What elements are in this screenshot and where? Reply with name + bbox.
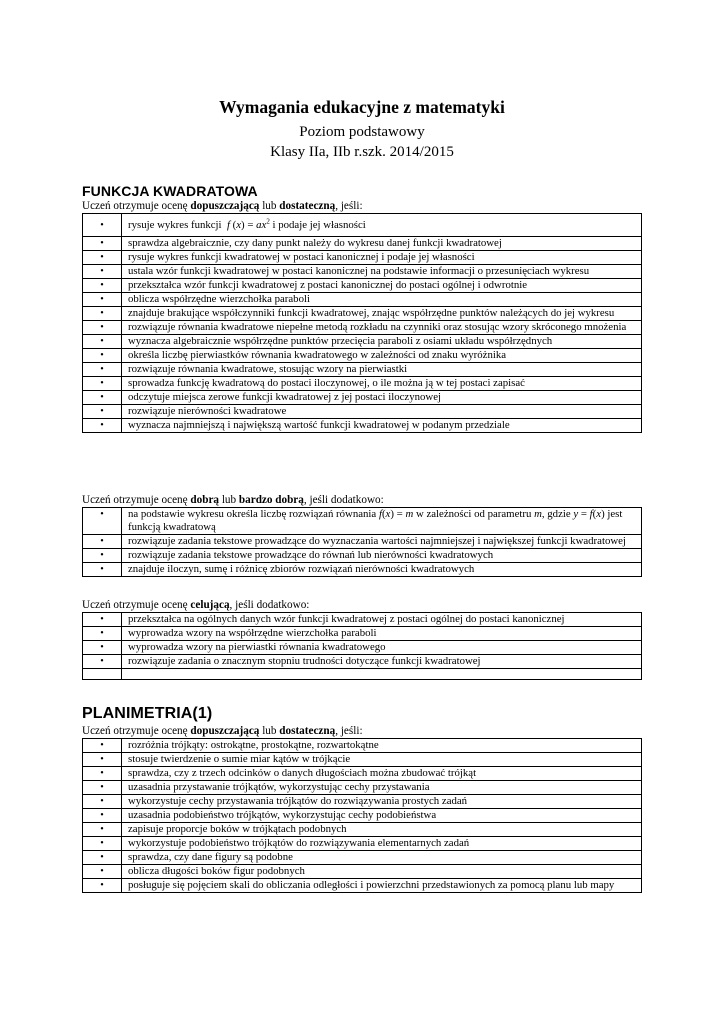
- list-item: uzasadnia przystawanie trójkątów, wykorzystując cechy przystawania: [122, 781, 642, 795]
- list-item: odczytuje miejsca zerowe funkcji kwadratowej z jej postaci iloczynowej: [122, 391, 642, 405]
- requirements-table: [82, 507, 642, 577]
- list-item: rysuje wykres funkcji f $(x) = ax^2$ i podaje jej własności: [122, 214, 642, 237]
- list-item: wyprowadza wzory na współrzędne wierzchołka paraboli: [122, 627, 642, 641]
- table-row: [83, 214, 642, 237]
- list-item: wykorzystuje cechy przystawania trójkątów do rozwiązywania prostych zadań: [122, 795, 642, 809]
- group-1-3: [82, 599, 642, 680]
- table-row: • przekształca na ogólnych danych wzór funkcji kwadratowej z postaci ogólnej do postaci kanonicznej: [83, 613, 642, 627]
- list-item: sprawdza algebraicznie, czy dany punkt należy do wykresu danej funkcji kwadratowej: [122, 237, 642, 251]
- table-row: • rozwiązuje nierówności kwadratowe: [83, 405, 642, 419]
- list-item: wyznacza najmniejszą i największą wartość funkcji kwadratowej w podanym przedziale: [122, 419, 642, 433]
- list-item: ustala wzór funkcji kwadratowej w postaci kanonicznej na podstawie informacji o przesunięciach wykresu: [122, 265, 642, 279]
- table-row: • wyprowadza wzory na pierwiastki równania kwadratowego: [83, 641, 642, 655]
- list-item: przekształca wzór funkcji kwadratowej z postaci kanonicznej do postaci ogólnej i odwrotnie: [122, 279, 642, 293]
- table-row: • uzasadnia podobieństwo trójkątów, wykorzystując cechy podobieństwa: [83, 809, 642, 823]
- table-row: • wyznacza najmniejszą i największą wartość funkcji kwadratowej w podanym przedziale: [83, 419, 642, 433]
- list-item: znajduje iloczyn, sumę i różnicę zbiorów rozwiązań nierówności kwadratowych: [122, 563, 642, 577]
- table-row: • sprowadza funkcję kwadratową do postaci iloczynowej, o ile można ją w tej postaci zapisać: [83, 377, 642, 391]
- table-row: • określa liczbę pierwiastków równania kwadratowego w zależności od znaku wyróżnika: [83, 349, 642, 363]
- list-item: stosuje twierdzenie o sumie miar kątów w trójkącie: [122, 753, 642, 767]
- table-row: • wyprowadza wzory na współrzędne wierzchołka paraboli: [83, 627, 642, 641]
- table-row: • oblicza współrzędne wierzchołka paraboli: [83, 293, 642, 307]
- requirements-table: [82, 213, 642, 433]
- table-row: • rozwiązuje zadania tekstowe prowadzące do równań lub nierówności kwadratowych: [83, 549, 642, 563]
- group-1-1: [82, 200, 642, 433]
- table-row: • znajduje iloczyn, sumę i różnicę zbiorów rozwiązań nierówności kwadratowych: [83, 563, 642, 577]
- list-item: na podstawie wykresu określa liczbę rozwiązań równania f(x) = m w zależności od parametru m, gdzie y = f(x) jest funkcją kwadratową: [122, 508, 642, 535]
- list-item: przekształca na ogólnych danych wzór funkcji kwadratowej z postaci ogólnej do postaci kanonicznej: [122, 613, 642, 627]
- table-row: • rysuje wykres funkcji kwadratowej w postaci kanonicznej i podaje jej własności: [83, 251, 642, 265]
- group-intro: Uczeń otrzymuje ocenę dopuszczającą lub dostateczną, jeśli:: [82, 725, 363, 737]
- table-row: • wyznacza algebraicznie współrzędne punktów przecięcia paraboli z osiami układu współrzędnych: [83, 335, 642, 349]
- table-row: • odczytuje miejsca zerowe funkcji kwadratowej z jej postaci iloczynowej: [83, 391, 642, 405]
- list-item: sprowadza funkcję kwadratową do postaci iloczynowej, o ile można ją w tej postaci zapisać: [122, 377, 642, 391]
- table-row: • rozróżnia trójkąty: ostrokątne, prostokątne, rozwartokątne: [83, 739, 642, 753]
- list-item: wykorzystuje podobieństwo trójkątów do rozwiązywania elementarnych zadań: [122, 837, 642, 851]
- group-2-1: [82, 725, 642, 893]
- group-intro: Uczeń otrzymuje ocenę dobrą lub bardzo dobrą, jeśli dodatkowo:: [82, 494, 384, 506]
- table-row: • sprawdza, czy z trzech odcinków o danych długościach można zbudować trójkąt: [83, 767, 642, 781]
- group-1-2: [82, 494, 642, 577]
- list-item: rozwiązuje równania kwadratowe niepełne metodą rozkładu na czynniki oraz stosując wzory skróconego mnożenia: [122, 321, 642, 335]
- table-row: • znajduje brakujące współczynniki funkcji kwadratowej, znając współrzędne punktów należących do jej wykresu: [83, 307, 642, 321]
- table-row: • rozwiązuje równania kwadratowe niepełne metodą rozkładu na czynniki oraz stosując wzory skróconego mnożenia: [83, 321, 642, 335]
- list-item: rozwiązuje zadania o znacznym stopniu trudności dotyczące funkcji kwadratowej: [122, 655, 642, 669]
- bullet: •: [83, 214, 122, 237]
- table-row: • ustala wzór funkcji kwadratowej w postaci kanonicznej na podstawie informacji o przesunięciach wykresu: [83, 265, 642, 279]
- list-item: oblicza długości boków figur podobnych: [122, 865, 642, 879]
- table-row: • sprawdza, czy dane figury są podobne: [83, 851, 642, 865]
- table-row: • wykorzystuje cechy przystawania trójkątów do rozwiązywania prostych zadań: [83, 795, 642, 809]
- table-row: • na podstawie wykresu określa liczbę rozwiązań równania f(x) = m w zależności od parametru m, gdzie y = f(x) jest funkcją kwadratową: [83, 508, 642, 535]
- section-heading-planimetria: PLANIMETRIA(1): [82, 705, 213, 722]
- list-item: posługuje się pojęciem skali do obliczania odległości i powierzchni przedstawionych za pomocą planu lub mapy: [122, 879, 642, 893]
- list-item: rysuje wykres funkcji kwadratowej w postaci kanonicznej i podaje jej własności: [122, 251, 642, 265]
- document-classes: Klasy IIa, IIb r.szk. 2014/2015: [270, 144, 454, 160]
- list-item: rozróżnia trójkąty: ostrokątne, prostokątne, rozwartokątne: [122, 739, 642, 753]
- list-item: rozwiązuje zadania tekstowe prowadzące do wyznaczania wartości najmniejszej i największej funkcji kwadratowej: [122, 535, 642, 549]
- table-row: • rozwiązuje zadania o znacznym stopniu trudności dotyczące funkcji kwadratowej: [83, 655, 642, 669]
- table-row: • przekształca wzór funkcji kwadratowej z postaci kanonicznej do postaci ogólnej i odwrotnie: [83, 279, 642, 293]
- table-row: [83, 669, 642, 680]
- table-row: • rozwiązuje równania kwadratowe, stosując wzory na pierwiastki: [83, 363, 642, 377]
- list-item: rozwiązuje nierówności kwadratowe: [122, 405, 642, 419]
- group-intro: Uczeń otrzymuje ocenę dopuszczającą lub dostateczną, jeśli:: [82, 200, 363, 212]
- table-row: • oblicza długości boków figur podobnych: [83, 865, 642, 879]
- list-item: sprawdza, czy z trzech odcinków o danych długościach można zbudować trójkąt: [122, 767, 642, 781]
- list-item: wyprowadza wzory na pierwiastki równania kwadratowego: [122, 641, 642, 655]
- list-item: oblicza współrzędne wierzchołka paraboli: [122, 293, 642, 307]
- section-heading-funkcja-kwadratowa: FUNKCJA KWADRATOWA: [82, 183, 258, 199]
- requirements-table: [82, 738, 642, 893]
- document-title: Wymagania edukacyjne z matematyki: [219, 97, 505, 117]
- table-row: • posługuje się pojęciem skali do obliczania odległości i powierzchni przedstawionych za pomocą planu lub mapy: [83, 879, 642, 893]
- requirements-table: [82, 612, 642, 680]
- table-row: • zapisuje proporcje boków w trójkątach podobnych: [83, 823, 642, 837]
- list-item: określa liczbę pierwiastków równania kwadratowego w zależności od znaku wyróżnika: [122, 349, 642, 363]
- table-row: • uzasadnia przystawanie trójkątów, wykorzystując cechy przystawania: [83, 781, 642, 795]
- group-intro: Uczeń otrzymuje ocenę celującą, jeśli dodatkowo:: [82, 599, 310, 611]
- table-row: • sprawdza algebraicznie, czy dany punkt należy do wykresu danej funkcji kwadratowej: [83, 237, 642, 251]
- table-row: • stosuje twierdzenie o sumie miar kątów w trójkącie: [83, 753, 642, 767]
- list-item: rozwiązuje zadania tekstowe prowadzące do równań lub nierówności kwadratowych: [122, 549, 642, 563]
- table-row: • wykorzystuje podobieństwo trójkątów do rozwiązywania elementarnych zadań: [83, 837, 642, 851]
- list-item: rozwiązuje równania kwadratowe, stosując wzory na pierwiastki: [122, 363, 642, 377]
- list-item: wyznacza algebraicznie współrzędne punktów przecięcia paraboli z osiami układu współrzędnych: [122, 335, 642, 349]
- document-subtitle: Poziom podstawowy: [299, 124, 425, 140]
- list-item: sprawdza, czy dane figury są podobne: [122, 851, 642, 865]
- list-item: zapisuje proporcje boków w trójkątach podobnych: [122, 823, 642, 837]
- list-item: uzasadnia podobieństwo trójkątów, wykorzystując cechy podobieństwa: [122, 809, 642, 823]
- list-item: znajduje brakujące współczynniki funkcji kwadratowej, znając współrzędne punktów należących do jej wykresu: [122, 307, 642, 321]
- table-row: • rozwiązuje zadania tekstowe prowadzące do wyznaczania wartości najmniejszej i największej funkcji kwadratowej: [83, 535, 642, 549]
